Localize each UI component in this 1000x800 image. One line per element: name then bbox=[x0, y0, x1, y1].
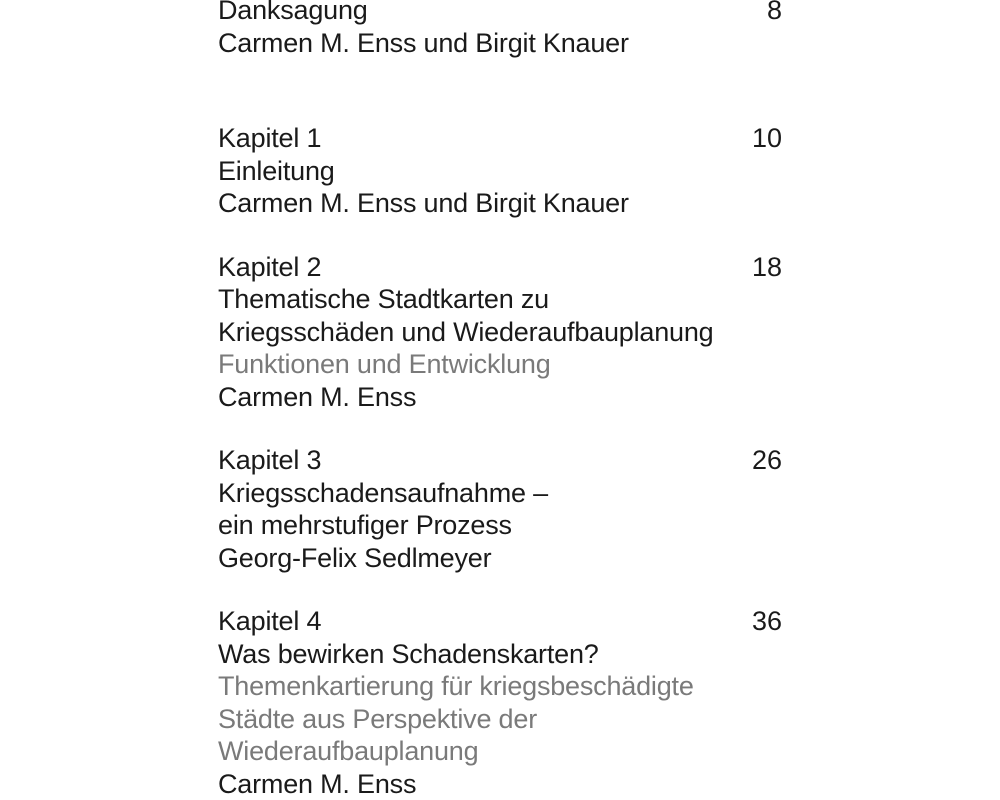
toc-entry-chapter-4 bbox=[218, 605, 782, 800]
chapter-label: Kapitel 4 bbox=[218, 606, 322, 636]
chapter-label: Kapitel 1 bbox=[218, 123, 322, 153]
chapter-subtitle-line-1: Themenkartierung für kriegsbeschädigte bbox=[218, 671, 694, 701]
toc-entry-chapter-1 bbox=[218, 122, 782, 220]
chapter-label: Kapitel 3 bbox=[218, 445, 322, 475]
page-number: 18 bbox=[751, 251, 782, 282]
toc-entry-chapter-2 bbox=[218, 251, 782, 414]
chapter-authors: Carmen M. Enss bbox=[218, 768, 417, 799]
chapter-subtitle-line-3: Wiederaufbauplanung bbox=[218, 736, 479, 766]
page-number: 8 bbox=[766, 0, 782, 25]
chapter-subtitle: Funktionen und Entwicklung bbox=[218, 349, 551, 379]
chapter-title-line-1: Kriegsschadensaufnahme – bbox=[218, 477, 548, 508]
chapter-subtitle-line-2: Städte aus Perspektive der bbox=[218, 703, 537, 734]
page-number: 26 bbox=[751, 445, 782, 475]
page-number: 36 bbox=[751, 606, 782, 636]
entry-authors: Carmen M. Enss und Birgit Knauer bbox=[218, 27, 629, 58]
chapter-authors: Carmen M. Enss und Birgit Knauer bbox=[218, 188, 629, 218]
chapter-title: Einleitung bbox=[218, 155, 335, 186]
toc-entry-acknowledgments bbox=[218, 0, 782, 59]
table-of-contents bbox=[218, 0, 782, 800]
chapter-label: Kapitel 2 bbox=[218, 251, 322, 282]
page-number: 10 bbox=[751, 123, 782, 153]
toc-entry-chapter-3 bbox=[218, 444, 782, 574]
entry-title: Danksagung bbox=[218, 0, 368, 25]
chapter-title-line-1: Thematische Stadtkarten zu bbox=[218, 284, 549, 314]
chapter-authors: Georg-Felix Sedlmeyer bbox=[218, 542, 492, 573]
chapter-title-line-2: Kriegsschäden und Wiederaufbauplanung bbox=[218, 316, 714, 347]
chapter-authors: Carmen M. Enss bbox=[218, 381, 417, 412]
chapter-title-line-2: ein mehrstufiger Prozess bbox=[218, 510, 512, 540]
chapter-title: Was bewirken Schadenskarten? bbox=[218, 638, 599, 669]
